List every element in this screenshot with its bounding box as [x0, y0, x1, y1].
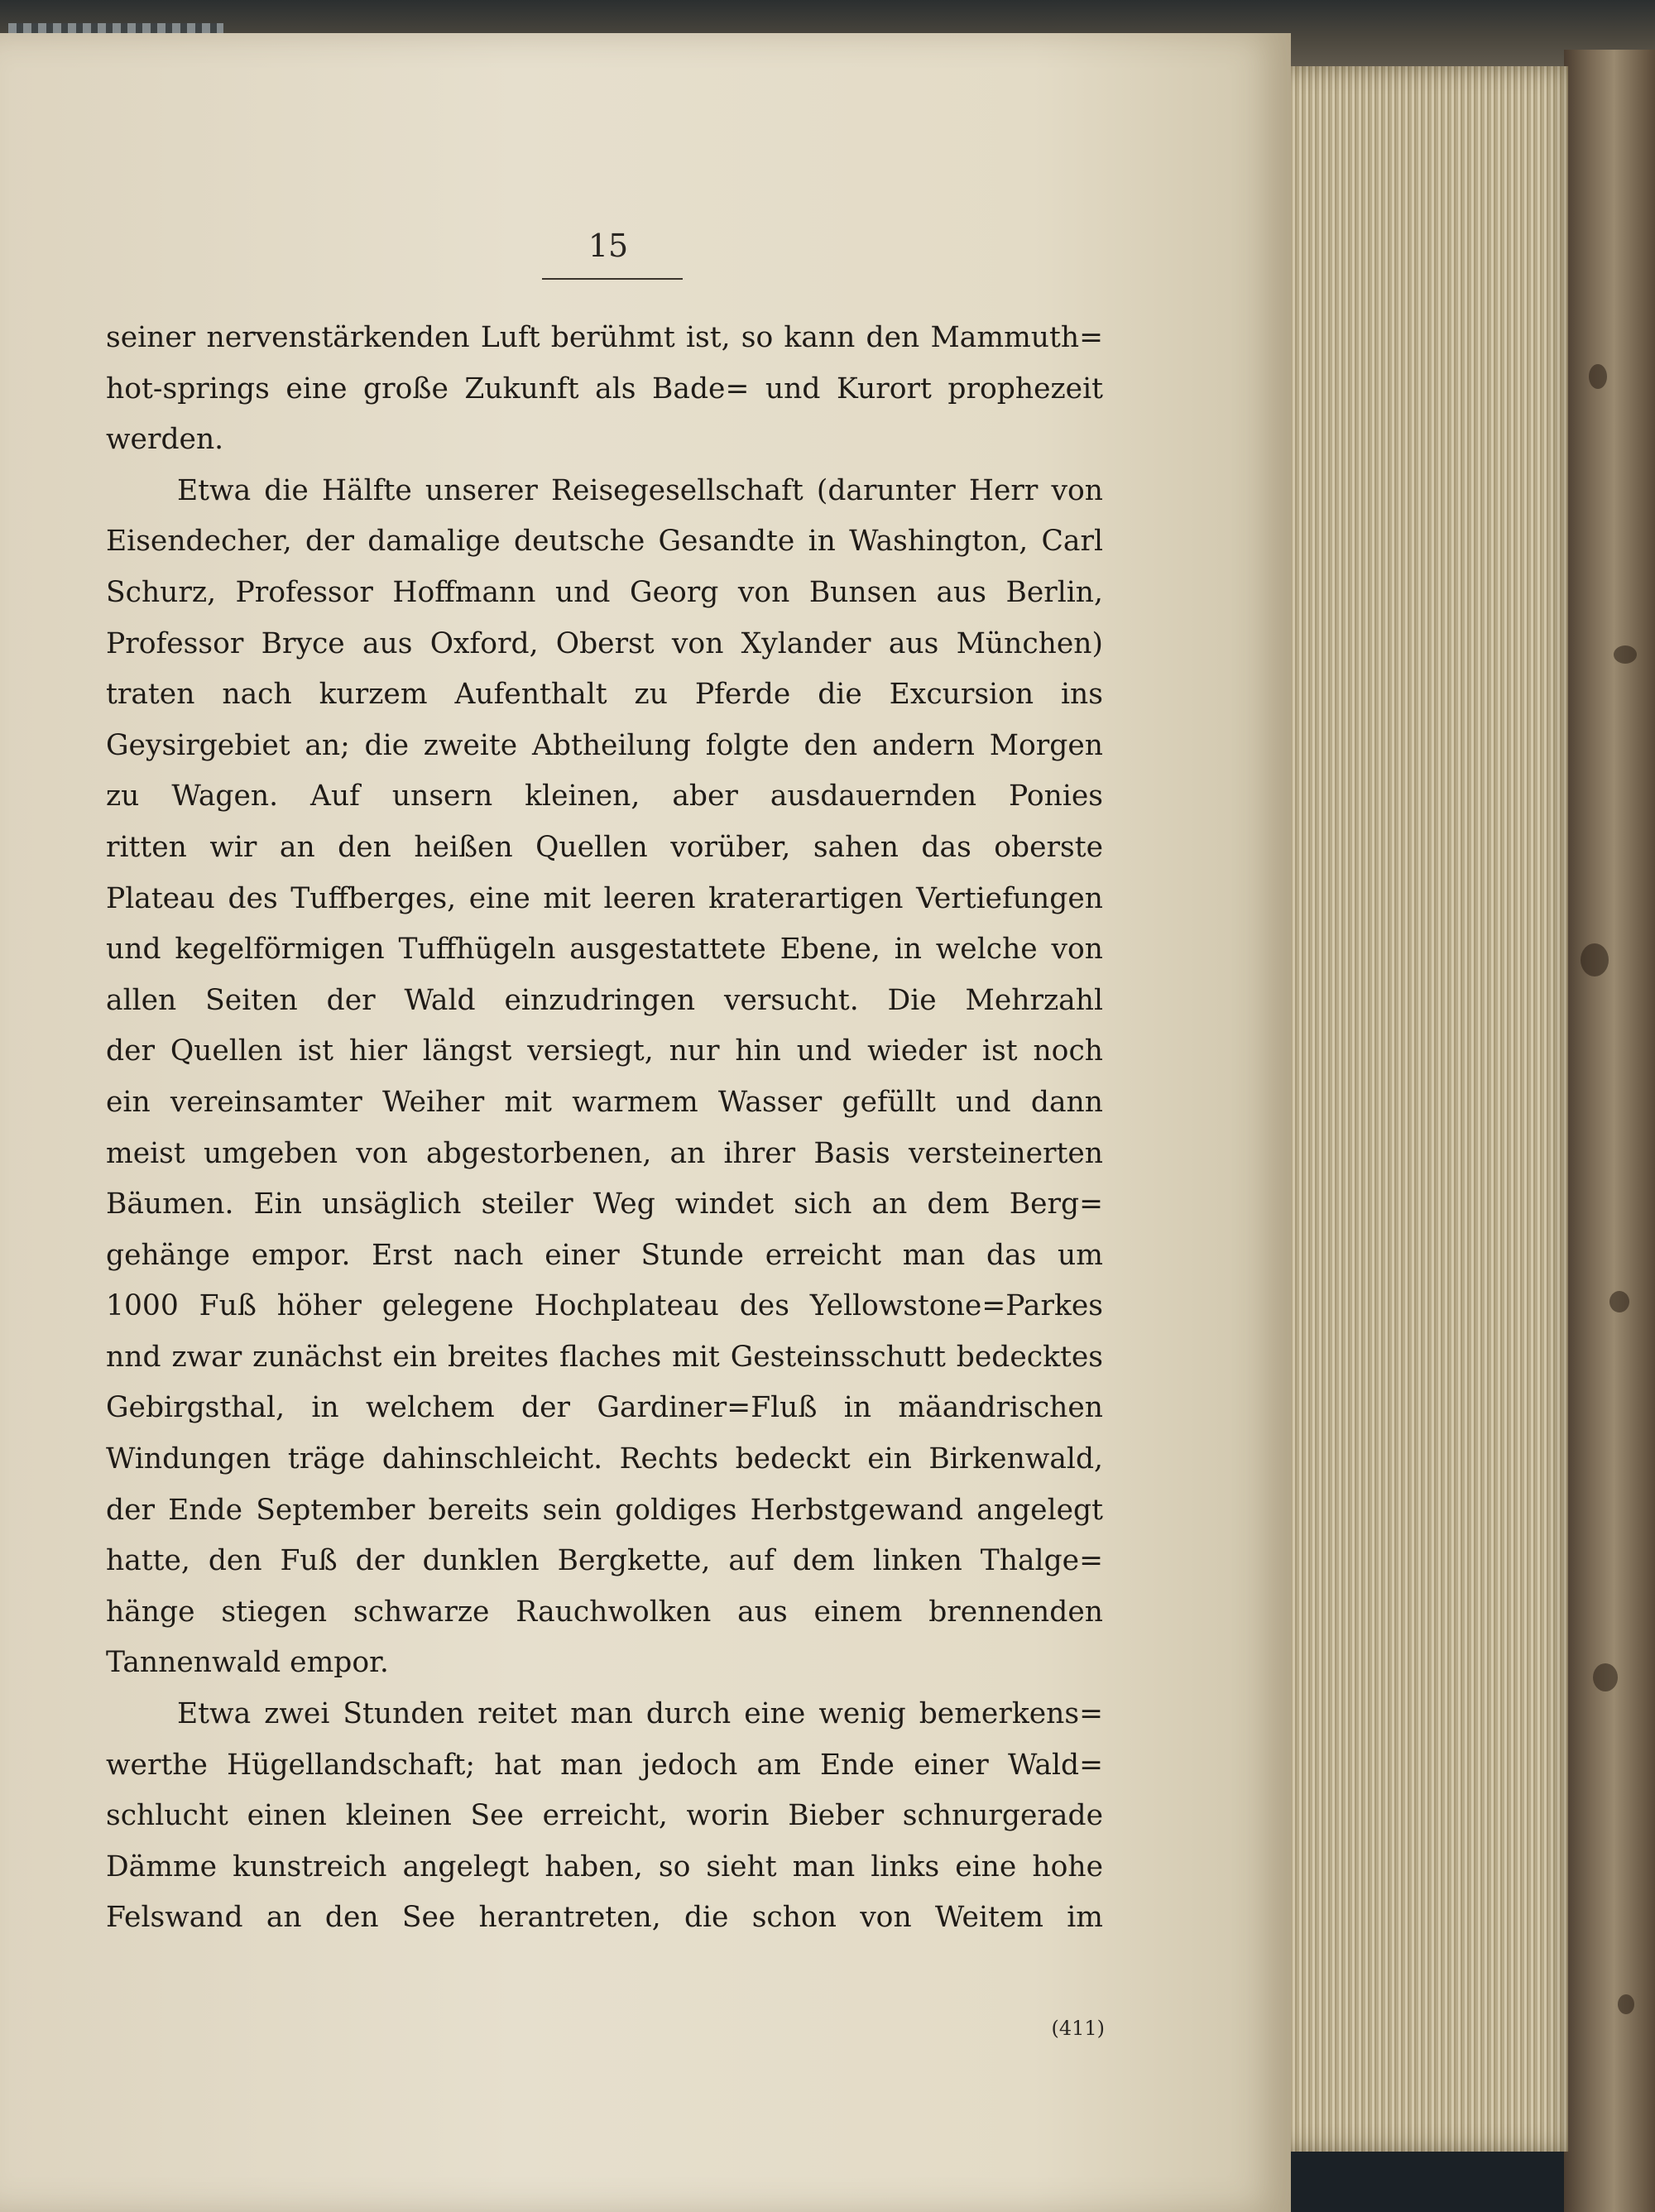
text-line: Eisendecher, der damalige deutsche Gesandte in Washington, Carl [106, 525, 1103, 559]
text-line: Felswand an den See herantreten, die schon von Weitem im [106, 1901, 1103, 1935]
text-line: 1000 Fuß höher gelegene Hochplateau des Yellowstone=Parkes [106, 1289, 1103, 1323]
page-number-rule [542, 278, 683, 280]
text-line: Tannenwald empor. [106, 1646, 389, 1680]
text-line: Plateau des Tuffberges, eine mit leeren kraterartigen Vertiefungen [106, 881, 1103, 915]
text-line: hänge stiegen schwarze Rauchwolken aus einem brennenden [106, 1595, 1103, 1629]
text-line: Etwa zwei Stunden reitet man durch eine wenig bemerkens= [177, 1697, 1103, 1731]
text-line: traten nach kurzem Aufenthalt zu Pferde die Excursion ins [106, 678, 1103, 712]
text-line: werthe Hügellandschaft; hat man jedoch am Ende einer Wald= [106, 1748, 1103, 1782]
cover-foxing-spot [1609, 1291, 1629, 1312]
text-line: Schurz, Professor Hoffmann und Georg von Bunsen aus Berlin, [106, 575, 1103, 609]
text-line: Etwa die Hälfte unserer Reisegesellschaft (darunter Herr von [177, 473, 1103, 507]
text-line: Dämme kunstreich angelegt haben, so sieht man links eine hohe [106, 1850, 1103, 1883]
cover-foxing-spot [1589, 364, 1607, 389]
page-stack-edges [1270, 66, 1568, 2152]
book-page [0, 33, 1291, 2212]
text-line: ritten wir an den heißen Quellen vorüber, sahen das oberste [106, 830, 1103, 864]
text-line: der Ende September bereits sein goldiges Herbstgewand angelegt [106, 1493, 1103, 1527]
text-line: meist umgeben von abgestorbenen, an ihrer Basis versteinerten [106, 1136, 1103, 1170]
text-line: allen Seiten der Wald einzudringen versucht. Die Mehrzahl [106, 983, 1103, 1017]
text-line: ein vereinsamter Weiher mit warmem Wasser gefüllt und dann [106, 1085, 1103, 1119]
text-line: werden. [106, 423, 224, 457]
text-line: der Quellen ist hier längst versiegt, nur hin und wieder ist noch [106, 1034, 1103, 1068]
text-line: und kegelförmigen Tuffhügeln ausgestattete Ebene, in welche von [106, 933, 1103, 967]
text-line: schlucht einen kleinen See erreicht, worin Bieber schnurgerade [106, 1799, 1103, 1833]
text-line: zu Wagen. Auf unsern kleinen, aber ausdauernden Ponies [106, 780, 1103, 813]
cover-foxing-spot [1614, 645, 1637, 664]
cover-foxing-spot [1593, 1663, 1618, 1691]
text-line: Windungen träge dahinschleicht. Rechts bedeckt ein Birkenwald, [106, 1442, 1103, 1476]
text-line: hot-springs eine große Zukunft als Bade= und Kurort prophezeit [106, 372, 1103, 405]
text-line: nnd zwar zunächst ein breites flaches mit Gesteinsschutt bedecktes [106, 1340, 1103, 1374]
footer-signature-mark: (411) [1051, 2017, 1105, 2040]
page-number: 15 [588, 228, 629, 264]
book-cover-edge [1564, 50, 1655, 2212]
text-line: Gebirgsthal, in welchem der Gardiner=Fluß in mäandrischen [106, 1391, 1103, 1425]
text-line: seiner nervenstärkenden Luft berühmt ist, so kann den Mammuth= [106, 321, 1103, 354]
cover-foxing-spot [1581, 943, 1609, 976]
text-line: Bäumen. Ein unsäglich steiler Weg windet sich an dem Berg= [106, 1188, 1103, 1221]
text-line: hatte, den Fuß der dunklen Bergkette, auf dem linken Thalge= [106, 1544, 1103, 1578]
body-text [106, 313, 1103, 1944]
text-line: gehänge empor. Erst nach einer Stunde erreicht man das um [106, 1238, 1103, 1272]
text-line: Geysirgebiet an; die zweite Abtheilung folgte den andern Morgen [106, 728, 1103, 762]
text-line: Professor Bryce aus Oxford, Oberst von Xylander aus München) [106, 626, 1103, 660]
cover-foxing-spot [1618, 1994, 1634, 2014]
